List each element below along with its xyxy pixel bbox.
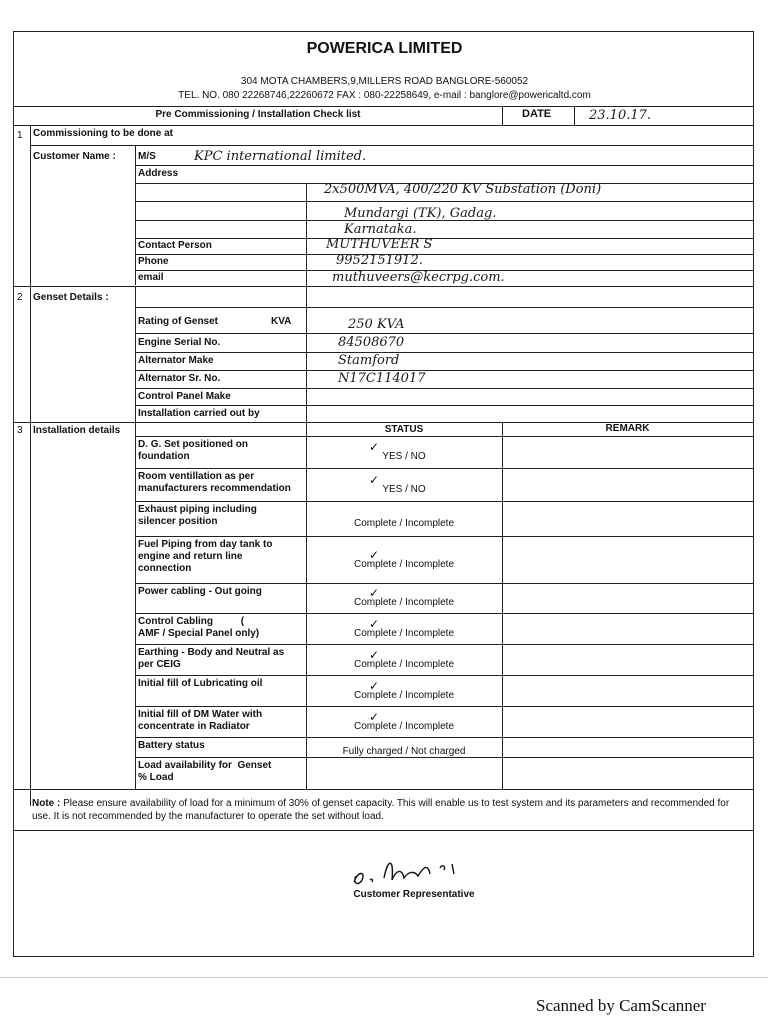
install-label: Installation carried out by (138, 408, 260, 419)
divider (135, 201, 753, 202)
alt-make-label: Alternator Make (138, 355, 214, 366)
tick-mark-icon: ✓ (369, 647, 380, 662)
divider (135, 737, 753, 738)
divider (135, 501, 753, 502)
section-title: Commissioning to be done at (33, 128, 174, 139)
installation-item-status: YES / NO (382, 483, 426, 495)
customer-label: Customer Name : (33, 151, 116, 162)
installation-item-label: Control Cabling ( AMF / Special Panel only) (138, 616, 260, 639)
note-label: Note : (32, 798, 61, 809)
form-title: Pre Commissioning / Installation Check list (155, 109, 361, 120)
page-edge (0, 977, 768, 978)
rating-value: 250 KVA (348, 317, 405, 332)
divider (135, 388, 753, 389)
installation-item-label: D. G. Set positioned on foundation (138, 439, 248, 462)
alt-sr-label: Alternator Sr. No. (138, 373, 221, 384)
section-title: Installation details (33, 425, 121, 436)
divider (135, 436, 753, 437)
installation-item-status: Complete / Incomplete (353, 720, 455, 732)
installation-item-label: Exhaust piping including silencer position (138, 504, 257, 527)
divider (135, 254, 753, 255)
company-contact: TEL. NO. 080 22268746,22260672 FAX : 080-22258649, e-mail : banglore@powericaltd.com (178, 90, 591, 101)
section-number: 2 (17, 292, 23, 303)
remark-header: REMARK (605, 423, 650, 434)
divider (135, 165, 753, 166)
address-line: 2x500MVA, 400/220 KV Substation (Doni) (324, 182, 602, 197)
panel-label: Control Panel Make (138, 391, 231, 402)
tick-mark-icon: ✓ (369, 678, 380, 693)
phone-value: 9952151912. (336, 253, 423, 268)
tick-mark-icon: ✓ (369, 616, 380, 631)
customer-value: KPC international limited. (194, 149, 367, 164)
tick-mark-icon: ✓ (369, 440, 380, 454)
divider (135, 370, 753, 371)
divider (135, 583, 753, 584)
signature-mark (344, 850, 494, 890)
section-title: Genset Details : (33, 292, 109, 303)
installation-item-label: Battery status (138, 740, 205, 751)
rating-unit: KVA (271, 316, 292, 327)
installation-item-status: Complete / Incomplete (353, 689, 455, 701)
rating-label: Rating of Genset (138, 316, 219, 327)
ms-label: M/S (138, 151, 156, 162)
tick-mark-icon: ✓ (369, 586, 380, 600)
scanner-watermark: Scanned by CamScanner (536, 996, 706, 1015)
label-column-divider (135, 422, 136, 789)
divider (135, 220, 753, 221)
divider (135, 238, 753, 239)
checklist-form (13, 31, 754, 957)
divider (135, 675, 753, 676)
alt-make-value: Stamford (338, 353, 400, 368)
remark-column-divider (502, 422, 503, 789)
company-name: POWERICA LIMITED (306, 40, 463, 57)
installation-item-status: Complete / Incomplete (353, 597, 455, 608)
number-column-divider (30, 125, 31, 806)
tick-mark-icon: ✓ (369, 547, 380, 562)
note-text: Please ensure availability of load for a minimum of 30% of genset capacity. This will enable us to test system and its parameters and recommended for use. It is not recommended by the manufacturer to operate the set without load. (32, 798, 730, 822)
tick-mark-icon: ✓ (369, 709, 380, 724)
company-address: 304 MOTA CHAMBERS,9,MILLERS ROAD BANGLORE-560052 (240, 76, 529, 87)
divider (14, 106, 753, 107)
engine-label: Engine Serial No. (138, 337, 221, 348)
date-label: DATE (522, 108, 552, 120)
divider (135, 613, 753, 614)
divider (135, 706, 753, 707)
contact-value: MUTHUVEER S (326, 237, 433, 252)
address-line: Mundargi (TK), Gadag. (344, 206, 497, 221)
installation-item-status: YES / NO (382, 451, 426, 462)
divider (135, 757, 753, 758)
installation-item-label: Fuel Piping from day tank to engine and return line connection (138, 539, 273, 574)
installation-item-status: Complete / Incomplete (353, 517, 455, 529)
signature-label: Customer Representative (353, 889, 475, 900)
divider (14, 286, 753, 287)
divider (135, 307, 753, 308)
installation-item-status: Complete / Incomplete (353, 558, 455, 570)
divider (14, 830, 753, 831)
divider (574, 106, 575, 126)
alt-sr-value: N17C114017 (338, 371, 426, 386)
installation-item-label: Power cabling - Out going (138, 586, 262, 597)
installation-item-label: Room ventillation as per manufacturers recommendation (138, 471, 291, 494)
label-column-divider (135, 145, 136, 285)
divider (502, 106, 503, 126)
divider (135, 405, 753, 406)
installation-item-status: Complete / Incomplete (353, 658, 455, 670)
email-value: muthuveers@kecrpg.com. (332, 270, 505, 285)
section-number: 3 (17, 425, 23, 436)
email-label: email (138, 272, 164, 283)
contact-label: Contact Person (138, 240, 212, 251)
divider (135, 352, 753, 353)
divider (135, 333, 753, 334)
note (32, 797, 742, 823)
installation-item-status: Fully charged / Not charged (342, 746, 466, 757)
installation-item-status: Complete / Incomplete (353, 627, 455, 639)
divider (14, 789, 753, 790)
status-header: STATUS (384, 424, 424, 435)
engine-value: 84508670 (338, 335, 405, 350)
installation-item-label: Initial fill of DM Water with concentrate in Radiator (138, 709, 263, 732)
installation-item-label: Earthing - Body and Neutral as per CEIG (138, 647, 285, 670)
phone-label: Phone (138, 256, 169, 267)
divider (30, 145, 753, 146)
section-number: 1 (17, 130, 23, 141)
divider (14, 125, 753, 126)
installation-item-label: Load availability for Genset % Load (138, 760, 272, 783)
address-label: Address (138, 168, 179, 179)
address-line: Karnataka. (344, 222, 417, 237)
divider (135, 468, 753, 469)
divider (135, 644, 753, 645)
divider (135, 536, 753, 537)
tick-mark-icon: ✓ (369, 472, 380, 487)
date-value: 23.10.17. (589, 108, 652, 123)
installation-item-label: Initial fill of Lubricating oil (138, 678, 263, 689)
